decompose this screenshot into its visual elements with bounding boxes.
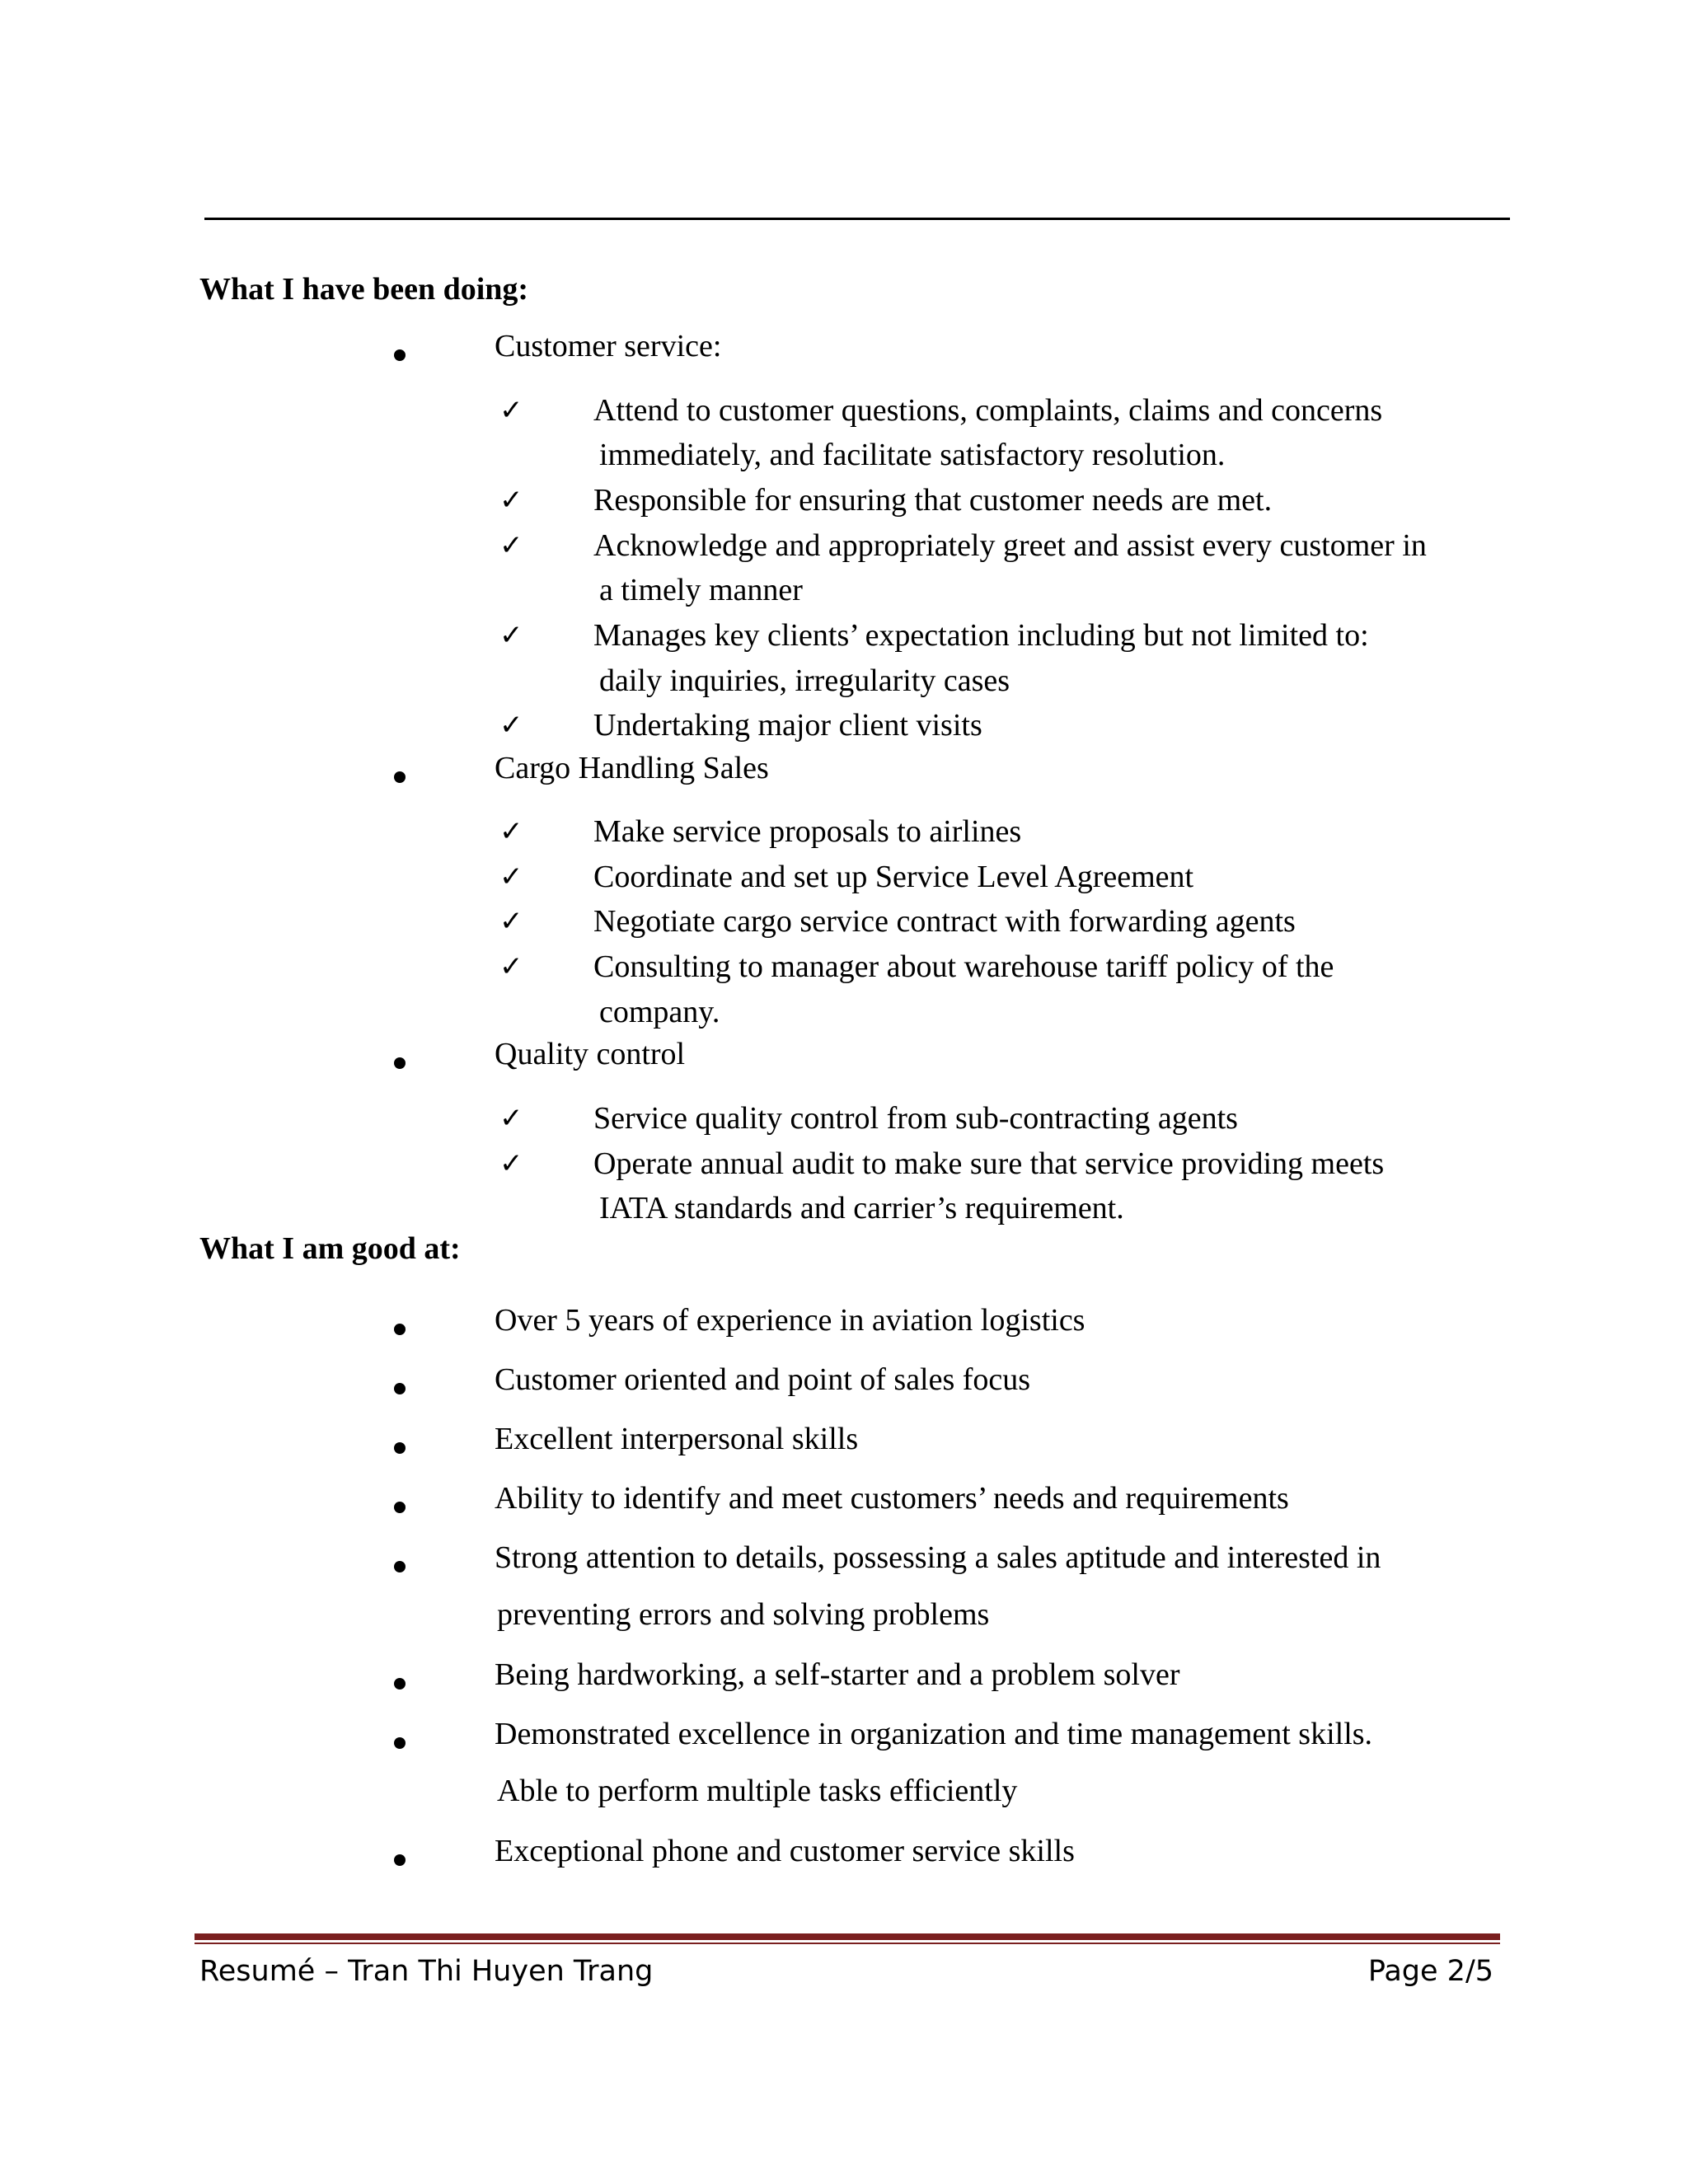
list-item: Coordinate and set up Service Level Agreement — [593, 860, 1194, 894]
bullet-dot — [394, 1854, 406, 1866]
checkmark-icon: ✓ — [499, 1147, 523, 1180]
list-item: Exceptional phone and customer service skills — [495, 1834, 1075, 1868]
bullet-dot — [394, 1502, 406, 1513]
list-item: Excellent interpersonal skills — [495, 1422, 859, 1456]
checkmark-icon: ✓ — [499, 394, 523, 427]
checkmark-icon: ✓ — [499, 950, 523, 983]
bullet-dot — [394, 1324, 406, 1335]
checkmark-icon: ✓ — [499, 529, 523, 562]
section-title-customer-service: Customer service: — [495, 329, 722, 363]
footer-author: Resumé – Tran Thi Huyen Trang — [199, 1955, 654, 1988]
bullet-dot — [394, 1057, 406, 1069]
list-item-continued: immediately, and facilitate satisfactory resolution. — [599, 438, 1226, 472]
list-item: Service quality control from sub-contracting agents — [593, 1101, 1238, 1136]
checkmark-icon: ✓ — [499, 484, 523, 517]
list-item: Operate annual audit to make sure that service providing meets — [593, 1146, 1385, 1181]
list-item: Ability to identify and meet customers’ needs and requirements — [495, 1481, 1289, 1516]
section-title-quality-control: Quality control — [495, 1037, 686, 1071]
footer-page-number: Page 2/5 — [1367, 1955, 1493, 1988]
bullet-dot — [394, 771, 406, 783]
list-item: Over 5 years of experience in aviation logistics — [495, 1303, 1085, 1338]
bullet-dot — [394, 1442, 406, 1454]
bullet-dot — [394, 1561, 406, 1572]
footer-rule — [195, 1933, 1500, 1940]
checkmark-icon: ✓ — [499, 709, 523, 742]
footer-rule-thin — [195, 1943, 1500, 1944]
good-at-heading: What I am good at: — [199, 1231, 461, 1266]
checkmark-icon: ✓ — [499, 1102, 523, 1135]
list-item-continued: IATA standards and carrier’s requirement. — [599, 1191, 1124, 1226]
list-item-continued: preventing errors and solving problems — [497, 1597, 990, 1632]
list-item: Make service proposals to airlines — [593, 814, 1022, 849]
list-item: Responsible for ensuring that customer needs are met. — [593, 483, 1273, 518]
bullet-dot — [394, 1678, 406, 1690]
list-item: Attend to customer questions, complaints, claims and concerns — [593, 393, 1383, 428]
list-item-continued: company. — [599, 995, 720, 1029]
list-item-continued: a timely manner — [599, 573, 803, 607]
list-item: Undertaking major client visits — [593, 708, 982, 743]
checkmark-icon: ✓ — [499, 619, 523, 652]
checkmark-icon: ✓ — [499, 905, 523, 938]
list-item: Consulting to manager about warehouse tariff policy of the — [593, 949, 1334, 984]
list-item-continued: Able to perform multiple tasks efficiently — [497, 1774, 1018, 1808]
list-item: Strong attention to details, possessing a sales aptitude and interested in — [495, 1540, 1381, 1575]
checkmark-icon: ✓ — [499, 815, 523, 848]
bullet-dot — [394, 1383, 406, 1394]
list-item: Being hardworking, a self-starter and a problem solver — [495, 1657, 1180, 1692]
header-rule — [204, 218, 1510, 220]
bullet-dot — [394, 1737, 406, 1749]
list-item: Customer oriented and point of sales focus — [495, 1362, 1031, 1397]
checkmark-icon: ✓ — [499, 860, 523, 893]
list-item: Negotiate cargo service contract with forwarding agents — [593, 904, 1296, 939]
list-item-continued: daily inquiries, irregularity cases — [599, 663, 1010, 698]
section-title-cargo-handling-sales: Cargo Handling Sales — [495, 751, 769, 785]
list-item: Acknowledge and appropriately greet and assist every customer in — [593, 528, 1427, 563]
list-item: Manages key clients’ expectation including but not limited to: — [593, 618, 1369, 653]
doing-heading: What I have been doing: — [199, 272, 529, 307]
bullet-dot — [394, 349, 406, 361]
list-item: Demonstrated excellence in organization and time management skills. — [495, 1717, 1373, 1751]
